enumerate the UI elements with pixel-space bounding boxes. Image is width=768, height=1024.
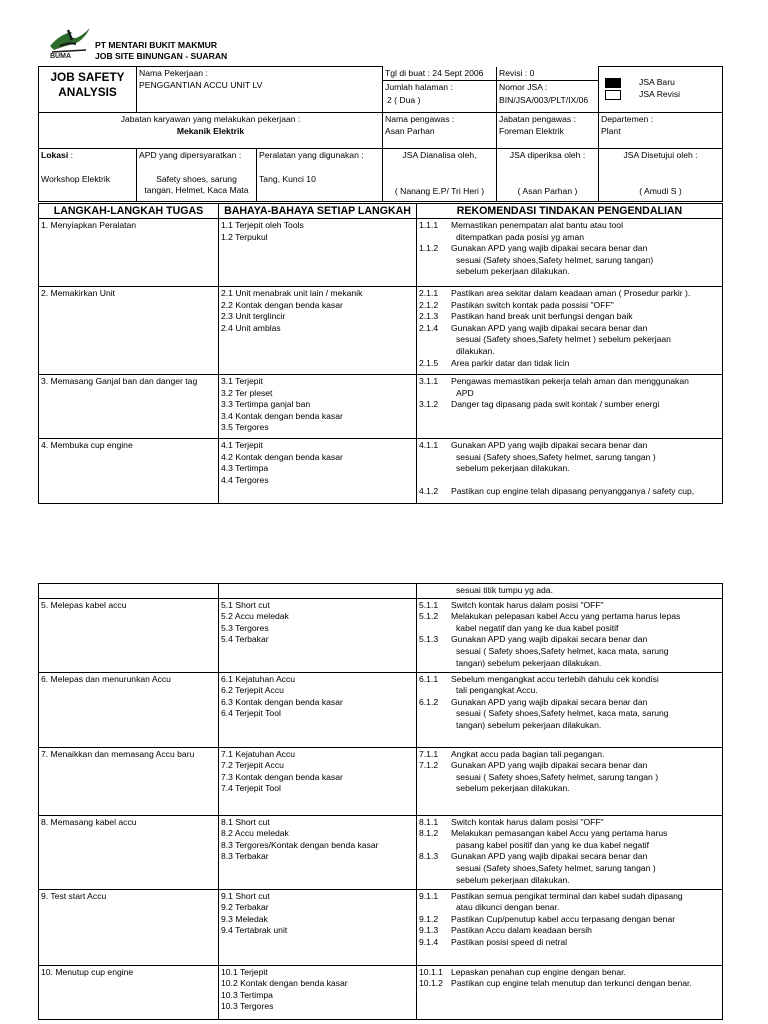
analyzed-by: ( Nanang E.P/ Tri Heri ) bbox=[394, 185, 485, 196]
control-item bbox=[419, 978, 720, 990]
control-number: 9.1.4 bbox=[419, 936, 439, 947]
hazard-item: 3.4 Kontak dengan benda kasar bbox=[221, 410, 343, 421]
control-number: 6.1.1 bbox=[419, 673, 439, 684]
control-text: tali pengangkat Accu. bbox=[456, 685, 538, 696]
control-item bbox=[419, 463, 720, 475]
control-item bbox=[419, 720, 720, 732]
position-label: Jabatan karyawan yang melakukan pekerjaan : bbox=[120, 114, 301, 124]
control-item bbox=[419, 255, 720, 267]
control-number: 8.1.2 bbox=[419, 828, 439, 839]
control-text: kabel negatif dan yang ke dua kabel positif bbox=[456, 622, 619, 633]
control-text: sesuai ( Safety shoes,Safety helmet, sarung tangan ) bbox=[456, 771, 659, 782]
control-number bbox=[419, 708, 451, 720]
jsa-info-table bbox=[38, 66, 723, 202]
hazard-list bbox=[219, 219, 417, 287]
job-name-label: Nama Pekerjaan : bbox=[139, 68, 208, 78]
hazard-list bbox=[219, 889, 417, 965]
table-row bbox=[39, 439, 723, 504]
task-step: 3. Memasang Ganjal ban dan danger tag bbox=[39, 375, 219, 439]
control-item bbox=[419, 634, 720, 646]
analyzed-label: JSA Dianalisa oleh, bbox=[402, 150, 477, 160]
hazard-item: 6.1 Kejatuhan Accu bbox=[221, 673, 296, 684]
col-hazards-header: BAHAYA-BAHAYA SETIAP LANGKAH bbox=[219, 204, 417, 219]
supervisor-label: Nama pengawas : bbox=[385, 114, 455, 124]
supervisor: Asan Parhan bbox=[385, 125, 435, 136]
control-number bbox=[419, 463, 451, 475]
hazard-item: 10.3 Tergores bbox=[221, 1001, 274, 1012]
hazard-list bbox=[219, 672, 417, 747]
control-text: atau dikunci dengan benar. bbox=[456, 902, 560, 913]
hazard-item: 2.4 Unit amblas bbox=[221, 322, 281, 333]
hazard-item: 8.2 Accu meledak bbox=[221, 828, 289, 839]
task-step: 7. Menaikkan dan memasang Accu baru bbox=[39, 747, 219, 815]
control-item bbox=[419, 611, 720, 623]
continuation-hazard-cell bbox=[219, 584, 417, 599]
control-text: Pastikan semua pengikat terminal dan kabel sudah dipasang bbox=[451, 890, 683, 901]
job-site: JOB SITE BINUNGAN - SUARAN bbox=[95, 51, 228, 61]
control-item bbox=[419, 334, 720, 346]
control-text: tangan) sebelum pekerjaan dilakukan. bbox=[456, 657, 602, 668]
control-text bbox=[451, 475, 720, 487]
department-cell bbox=[599, 113, 723, 149]
control-number: 1.1.2 bbox=[419, 243, 439, 254]
supervisor-position-cell bbox=[497, 113, 599, 149]
control-text: sebelum pekerjaan dilakukan. bbox=[456, 266, 570, 277]
hazard-item: 5.4 Terbakar bbox=[221, 634, 269, 645]
control-text: pasang kabel positif dan yang ke dua kabel negatif bbox=[456, 839, 650, 850]
approved-by: ( Amudi S ) bbox=[639, 185, 682, 196]
document-header bbox=[38, 22, 338, 66]
hazard-list bbox=[219, 747, 417, 815]
hazard-item: 10.2 Kontak dengan benda kasar bbox=[221, 978, 348, 989]
control-item bbox=[419, 311, 720, 323]
hazard-item: 5.2 Accu meledak bbox=[221, 611, 289, 622]
control-number: 4.1.2 bbox=[419, 486, 439, 497]
hazard-item: 4.1 Terjepit bbox=[221, 440, 263, 450]
supervisor-position: Foreman Elektrik bbox=[499, 125, 564, 136]
table-row bbox=[39, 287, 723, 375]
control-number: 9.1.1 bbox=[419, 890, 439, 901]
col-controls-header: REKOMENDASI TINDAKAN PENGENDALIAN bbox=[417, 204, 723, 219]
control-text: Gunakan APD yang wajib dipakai secara benar dan bbox=[451, 440, 648, 450]
hazard-item: 9.1 Short cut bbox=[221, 890, 270, 901]
control-text: sesuai ( Safety shoes,Safety helmet, kaca mata, sarung bbox=[456, 708, 669, 719]
hazard-item: 8.3 Terbakar bbox=[221, 851, 269, 862]
hazard-list bbox=[219, 375, 417, 439]
control-text: Pastikan Cup/penutup kabel accu terpasang dengan benar bbox=[451, 913, 676, 924]
control-number: 5.1.2 bbox=[419, 611, 439, 622]
control-item bbox=[419, 674, 720, 686]
control-item bbox=[419, 783, 720, 795]
table-row bbox=[39, 965, 723, 1019]
control-item bbox=[419, 875, 720, 887]
control-number: 3.1.1 bbox=[419, 376, 439, 386]
control-text: Danger tag dipasang pada swit kontak / sumber energi bbox=[451, 399, 660, 410]
control-item bbox=[419, 708, 720, 720]
control-number: 10.1.2 bbox=[419, 978, 443, 989]
task-step: 5. Melepas kabel accu bbox=[39, 598, 219, 672]
hazard-item: 6.2 Terjepit Accu bbox=[221, 685, 284, 696]
control-item bbox=[419, 840, 720, 852]
control-text: sebelum pekerjaan dilakukan. bbox=[456, 463, 570, 474]
control-list bbox=[417, 965, 723, 1019]
continuation-cell bbox=[417, 584, 723, 599]
hazard-item: 6.4 Terjepit Tool bbox=[221, 708, 281, 719]
control-number: 2.1.3 bbox=[419, 311, 439, 322]
control-text: sebelum pekerjaan dilakukan. bbox=[456, 783, 570, 794]
hazard-item: 9.3 Meledak bbox=[221, 913, 268, 924]
control-item bbox=[419, 323, 720, 335]
control-number bbox=[419, 772, 451, 784]
control-text: Pastikan switch kontak pada possisi "OFF" bbox=[451, 299, 614, 310]
control-list bbox=[417, 439, 723, 504]
hazard-item: 7.4 Terjepit Tool bbox=[221, 783, 281, 794]
supervisor-position-label: Jabatan pengawas : bbox=[499, 114, 576, 124]
supervisor-cell bbox=[383, 113, 497, 149]
table-row bbox=[39, 598, 723, 672]
control-number: 5.1.1 bbox=[419, 599, 439, 610]
control-item bbox=[419, 937, 720, 949]
control-number: 8.1.1 bbox=[419, 816, 439, 827]
control-text: tangan) sebelum pekerjaan dilakukan. bbox=[456, 719, 602, 730]
control-item bbox=[419, 863, 720, 875]
created-date: Tgl di buat : 24 Sept 2006 bbox=[383, 67, 496, 82]
control-item bbox=[419, 749, 720, 761]
control-item bbox=[419, 288, 720, 300]
task-step: 4. Membuka cup engine bbox=[39, 439, 219, 504]
jsa-status-cell bbox=[599, 67, 723, 113]
jsa-number-label: Nomor JSA : bbox=[499, 82, 548, 93]
control-item bbox=[419, 452, 720, 464]
control-number bbox=[419, 388, 451, 400]
control-number: 8.1.3 bbox=[419, 851, 439, 862]
control-item bbox=[419, 902, 720, 914]
control-text: APD bbox=[456, 387, 474, 398]
hazard-item: 8.1 Short cut bbox=[221, 816, 270, 827]
control-number bbox=[419, 875, 451, 887]
control-text: Pengawas memastikan pekerja telah aman dan menggunakan bbox=[451, 376, 689, 386]
control-item bbox=[419, 646, 720, 658]
hazard-item: 10.3 Tertimpa bbox=[221, 989, 273, 1000]
control-number bbox=[419, 232, 451, 244]
control-text: Lepaskan penahan cup engine dengan benar. bbox=[451, 966, 626, 977]
hazard-item: 5.3 Tergores bbox=[221, 622, 269, 633]
hazard-item: 3.3 Tertimpa ganjal ban bbox=[221, 399, 311, 410]
control-item bbox=[419, 817, 720, 829]
control-text: Sebelum mengangkat accu terlebih dahulu cek kondisi bbox=[451, 673, 659, 684]
control-text: sebelum pekerjaan dilakukan. bbox=[456, 874, 570, 885]
task-table-page1 bbox=[38, 203, 723, 504]
control-text: Melakukan pelepasan kabel Accu yang pertama harus lepas bbox=[451, 611, 681, 622]
tools-cell bbox=[257, 149, 383, 202]
control-list bbox=[417, 375, 723, 439]
control-text: Pastikan Accu dalam keadaan bersih bbox=[451, 925, 592, 936]
hazard-item: 10.1 Terjepit bbox=[221, 966, 268, 977]
position: Mekanik Elektrik bbox=[176, 125, 245, 136]
jsa-revision-label: JSA Revisi bbox=[639, 89, 681, 100]
department: Plant bbox=[601, 125, 621, 136]
control-number: 9.1.2 bbox=[419, 913, 439, 924]
control-number bbox=[419, 863, 451, 875]
control-text: Area parkir datar dan tidak licin bbox=[451, 357, 570, 368]
control-item bbox=[419, 925, 720, 937]
control-number: 3.1.2 bbox=[419, 399, 439, 410]
control-text: sesuai (Safety shoes,Safety helmet, sarung tangan) bbox=[456, 254, 654, 265]
job-name-cell bbox=[137, 67, 383, 113]
hazard-list bbox=[219, 287, 417, 375]
control-item bbox=[419, 623, 720, 635]
hazard-item: 3.2 Ter pleset bbox=[221, 387, 273, 398]
task-rows-page1 bbox=[39, 219, 723, 504]
hazard-item: 4.2 Kontak dengan benda kasar bbox=[221, 451, 343, 462]
ppe-cell bbox=[137, 149, 257, 202]
control-item bbox=[419, 376, 720, 388]
table-row bbox=[39, 375, 723, 439]
control-number: 5.1.3 bbox=[419, 634, 439, 645]
revision-cell bbox=[497, 67, 599, 113]
control-text: sesuai ( Safety shoes,Safety helmet, kaca mata, sarung bbox=[456, 645, 669, 656]
control-item bbox=[419, 440, 720, 452]
control-number: 7.1.2 bbox=[419, 760, 439, 771]
control-text: Gunakan APD yang wajib dipakai secara benar dan bbox=[451, 634, 648, 645]
control-item bbox=[419, 760, 720, 772]
control-number: 2.1.5 bbox=[419, 357, 439, 368]
control-text: sesuai (Safety shoes,Safety helmet ) sebelum pekerjaan bbox=[456, 334, 671, 345]
continuation-text: sesuai titik tumpu yg ada. bbox=[456, 585, 553, 595]
control-text: Gunakan APD yang wajib dipakai secara benar dan bbox=[451, 851, 648, 862]
control-item bbox=[419, 266, 720, 278]
task-step: 2. Memakirkan Unit bbox=[39, 287, 219, 375]
control-item bbox=[419, 486, 720, 498]
control-item bbox=[419, 243, 720, 255]
table-row bbox=[39, 219, 723, 287]
control-number: 6.1.2 bbox=[419, 696, 439, 707]
analyzed-cell bbox=[383, 149, 497, 202]
control-number: 2.1.2 bbox=[419, 299, 439, 310]
control-item bbox=[419, 772, 720, 784]
control-list bbox=[417, 219, 723, 287]
control-number bbox=[419, 658, 451, 670]
control-number: 2.1.4 bbox=[419, 322, 439, 333]
checked-label: JSA diperiksa oleh : bbox=[509, 150, 586, 160]
control-item bbox=[419, 220, 720, 232]
control-text: sesuai (Safety shoes,Safety helmet, sarung tangan ) bbox=[456, 451, 656, 462]
hazard-item: 2.3 Unit terglincir bbox=[221, 311, 286, 322]
control-item bbox=[419, 358, 720, 370]
control-list bbox=[417, 598, 723, 672]
control-text: sesuai (Safety shoes,Safety helmet, sarung tangan ) bbox=[456, 862, 656, 873]
hazard-item: 6.3 Kontak dengan benda kasar bbox=[221, 696, 343, 707]
company-name: PT MENTARI BUKIT MAKMUR bbox=[95, 40, 218, 50]
jsa-number: BIN/JSA/003/PLT/IX/06 bbox=[499, 94, 589, 105]
hazard-list bbox=[219, 815, 417, 889]
control-text: Pastikan cup engine telah menutup dan terkunci dengan benar. bbox=[451, 978, 692, 989]
hazard-item: 9.4 Tertabrak unit bbox=[221, 925, 288, 936]
control-item bbox=[419, 300, 720, 312]
hazard-item: 1.2 Terpukul bbox=[221, 231, 268, 242]
control-text: Angkat accu pada bagian tali pegangan. bbox=[451, 748, 605, 759]
control-number bbox=[419, 475, 451, 487]
control-number bbox=[419, 623, 451, 635]
control-item bbox=[419, 658, 720, 670]
control-item bbox=[419, 388, 720, 400]
control-item bbox=[419, 346, 720, 358]
control-text: ditempatkan pada posisi yg aman bbox=[456, 231, 585, 242]
control-number bbox=[419, 452, 451, 464]
control-number bbox=[419, 346, 451, 358]
col-steps-header: LANGKAH-LANGKAH TUGAS bbox=[39, 204, 219, 219]
jsa-revision-checkbox bbox=[605, 90, 621, 100]
task-rows-page2 bbox=[39, 598, 723, 1019]
control-text: Switch kontak harus dalam posisi "OFF" bbox=[451, 816, 604, 827]
ppe-label: APD yang dipersyaratkan : bbox=[139, 150, 242, 160]
control-list bbox=[417, 672, 723, 747]
control-number bbox=[419, 902, 451, 914]
control-number bbox=[419, 783, 451, 795]
control-list bbox=[417, 287, 723, 375]
control-item bbox=[419, 891, 720, 903]
control-number: 2.1.1 bbox=[419, 288, 439, 298]
table-row bbox=[39, 672, 723, 747]
hazard-item: 7.1 Kejatuhan Accu bbox=[221, 748, 296, 759]
control-item bbox=[419, 851, 720, 863]
hazard-item: 7.3 Kontak dengan benda kasar bbox=[221, 771, 343, 782]
control-list bbox=[417, 815, 723, 889]
control-text: dilakukan. bbox=[456, 345, 495, 356]
continuation-step-cell bbox=[39, 584, 219, 599]
control-item bbox=[419, 828, 720, 840]
checked-by: ( Asan Parhan ) bbox=[517, 185, 578, 196]
control-number: 1.1.1 bbox=[419, 220, 439, 230]
jsa-new-checkbox bbox=[605, 78, 621, 88]
control-item bbox=[419, 232, 720, 244]
jsa-new-label: JSA Baru bbox=[639, 77, 675, 88]
control-list bbox=[417, 747, 723, 815]
control-text: Gunakan APD yang wajib dipakai secara benar dan bbox=[451, 696, 648, 707]
location: Workshop Elektrik bbox=[41, 173, 111, 184]
control-item bbox=[419, 685, 720, 697]
control-text: Pastikan area sekitar dalam keadaan aman ( Prosedur parkir ). bbox=[451, 288, 691, 298]
approved-label: JSA Disetujui oleh : bbox=[623, 150, 698, 160]
pages-label: Jumlah halaman : bbox=[385, 82, 453, 93]
control-text: Pastikan cup engine telah dipasang penyangganya / safety cup, bbox=[451, 486, 695, 497]
control-number: 7.1.1 bbox=[419, 748, 439, 759]
control-item bbox=[419, 967, 720, 979]
control-number bbox=[419, 266, 451, 278]
company-info bbox=[95, 40, 227, 62]
hazard-item: 7.2 Terjepit Accu bbox=[221, 760, 284, 771]
hazard-item: 4.4 Tergores bbox=[221, 474, 269, 485]
control-number: 10.1.1 bbox=[419, 966, 443, 977]
control-item bbox=[419, 914, 720, 926]
control-number bbox=[419, 334, 451, 346]
approved-cell bbox=[599, 149, 723, 202]
ppe-line2: tangan, Helmet, Kaca Mata bbox=[144, 185, 249, 196]
hazard-list bbox=[219, 598, 417, 672]
location-label: Lokasi bbox=[41, 150, 69, 160]
created-date-cell bbox=[383, 67, 497, 113]
task-step: 6. Melepas dan menurunkan Accu bbox=[39, 672, 219, 747]
position-cell bbox=[39, 113, 383, 149]
hazard-item: 8.3 Tergores/Kontak dengan benda kasar bbox=[221, 839, 379, 850]
hazard-item: 3.1 Terjepit bbox=[221, 376, 263, 386]
hazard-item: 5.1 Short cut bbox=[221, 599, 270, 610]
tools-label: Peralatan yang digunakan : bbox=[259, 150, 364, 160]
control-text: Gunakan APD yang wajib dipakai secara benar dan bbox=[451, 243, 648, 254]
revision: Revisi : 0 bbox=[497, 67, 598, 82]
control-text: Switch kontak harus dalam posisi "OFF" bbox=[451, 599, 604, 610]
hazard-item: 3.5 Tergores bbox=[221, 422, 269, 433]
job-name: PENGGANTIAN ACCU UNIT LV bbox=[139, 79, 263, 90]
hazard-item: 4.3 Tertimpa bbox=[221, 463, 269, 474]
control-number bbox=[419, 840, 451, 852]
checked-cell bbox=[497, 149, 599, 202]
control-text: Melakukan pemasangan kabel Accu yang pertama harus bbox=[451, 828, 668, 839]
hazard-list bbox=[219, 439, 417, 504]
control-text: Gunakan APD yang wajib dipakai secara benar dan bbox=[451, 322, 648, 333]
location-cell: Lokasi : Workshop Elektrik bbox=[39, 149, 137, 202]
control-number: 9.1.3 bbox=[419, 925, 439, 936]
pages-value: 2 ( Dua ) bbox=[387, 94, 421, 105]
department-label: Departemen : bbox=[601, 114, 654, 124]
control-number bbox=[419, 720, 451, 732]
hazard-item: 1.1 Terjepit oleh Tools bbox=[221, 220, 304, 230]
control-text: Pastikan hand break unit berfungsi dengan baik bbox=[451, 311, 633, 322]
task-step: 1. Menyiapkan Peralatan bbox=[39, 219, 219, 287]
control-list bbox=[417, 889, 723, 965]
task-step: 10. Menutup cup engine bbox=[39, 965, 219, 1019]
jsa-title: JOB SAFETY ANALYSIS bbox=[39, 67, 137, 113]
control-number bbox=[419, 255, 451, 267]
hazard-list bbox=[219, 965, 417, 1019]
logo-text: BUMA bbox=[50, 53, 71, 60]
hazard-item: 9.2 Terbakar bbox=[221, 902, 269, 913]
control-number bbox=[419, 685, 451, 697]
table-row bbox=[39, 889, 723, 965]
ppe-line1: Safety shoes, sarung bbox=[156, 173, 237, 184]
task-table-page2 bbox=[38, 583, 723, 1020]
control-item bbox=[419, 600, 720, 612]
table-row bbox=[39, 815, 723, 889]
control-number bbox=[419, 646, 451, 658]
control-text: Memastikan penempatan alat bantu atau tool bbox=[451, 220, 623, 230]
hazard-item: 2.1 Unit menabrak unit lain / mekanik bbox=[221, 288, 363, 298]
control-number: 4.1.1 bbox=[419, 440, 439, 450]
table-row bbox=[39, 747, 723, 815]
hazard-item: 2.2 Kontak dengan benda kasar bbox=[221, 299, 343, 310]
control-item bbox=[419, 697, 720, 709]
task-step: 9. Test start Accu bbox=[39, 889, 219, 965]
control-item bbox=[419, 399, 720, 411]
control-text: Gunakan APD yang wajib dipakai secara benar dan bbox=[451, 760, 648, 771]
task-step: 8. Memasang kabel accu bbox=[39, 815, 219, 889]
control-text: Pastikan posisi speed di netral bbox=[451, 936, 568, 947]
control-item bbox=[419, 475, 720, 487]
tools: Tang, Kunci 10 bbox=[259, 173, 316, 184]
